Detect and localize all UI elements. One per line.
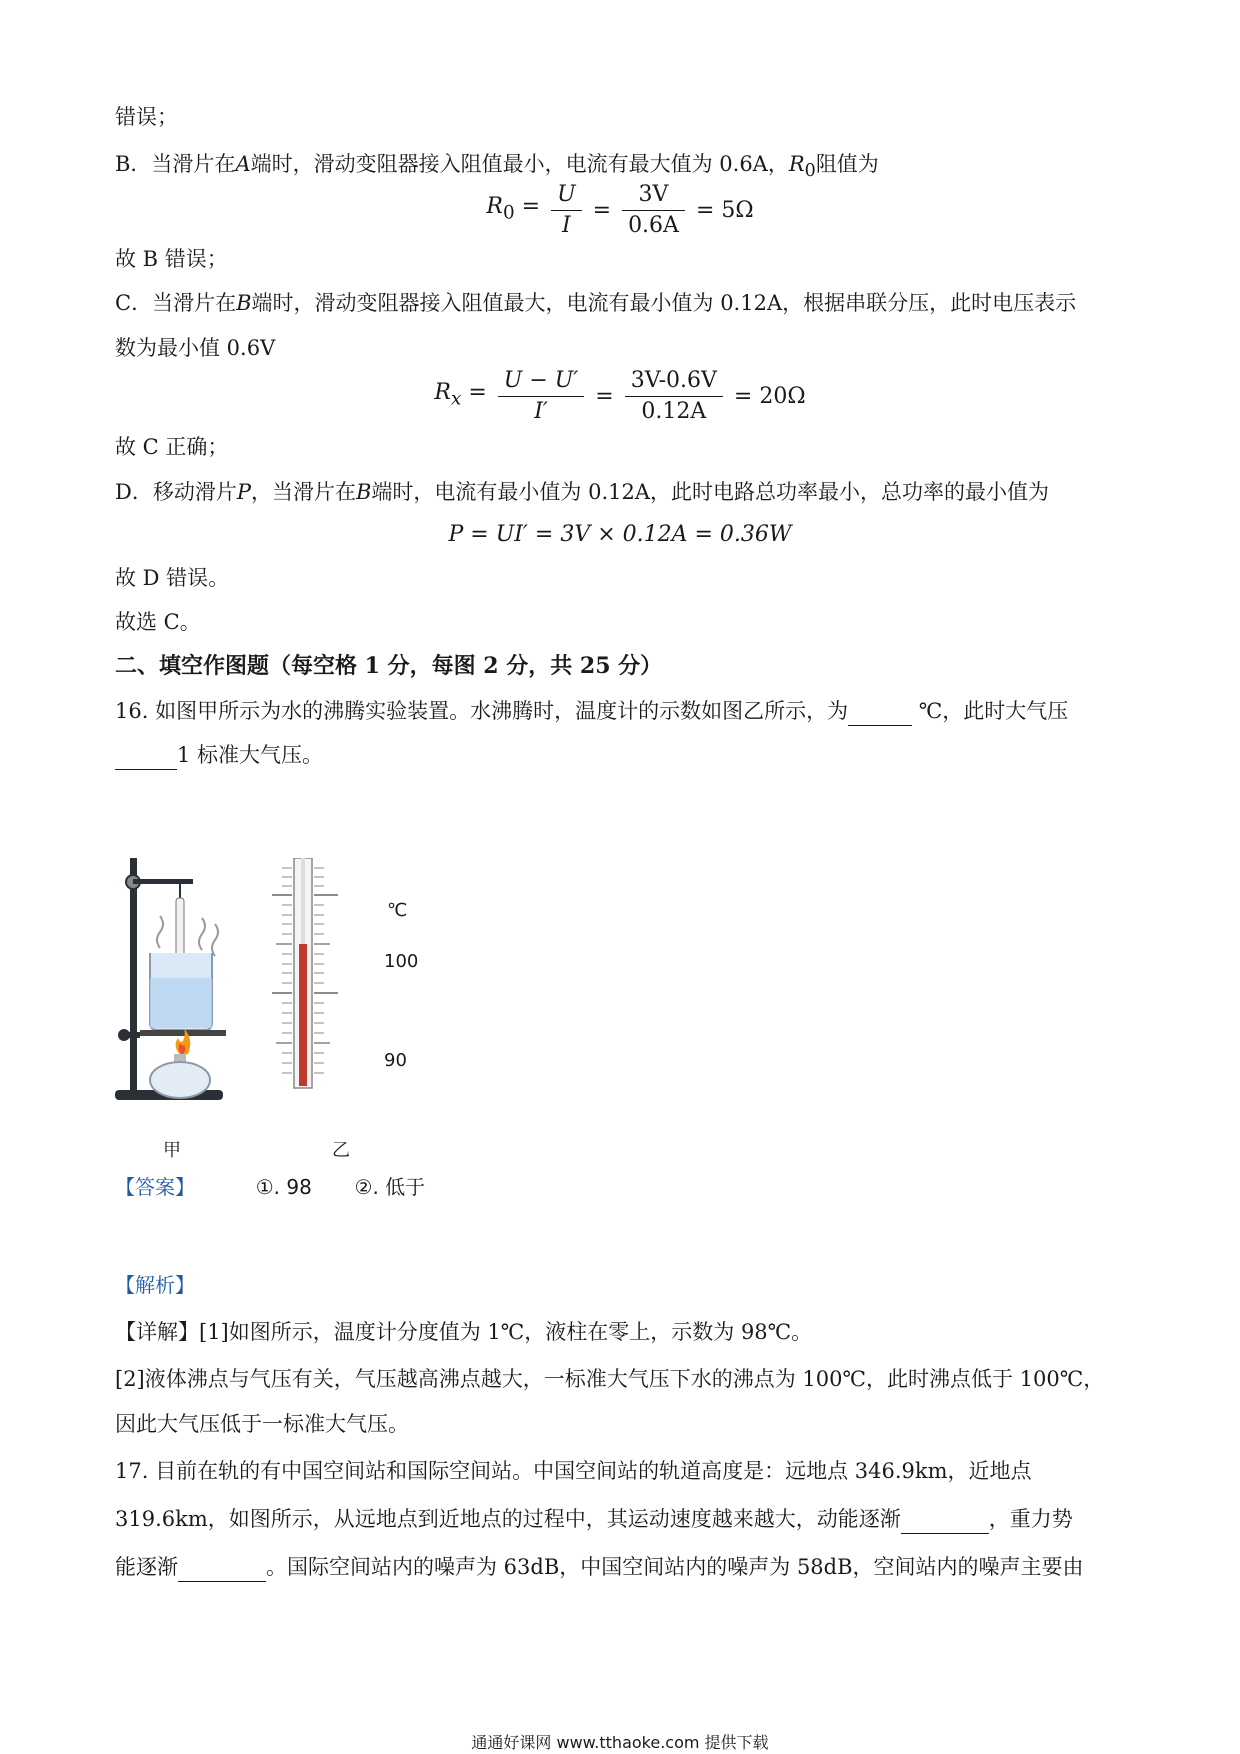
power-equation: P = UI′ = 3V × 0.12A = 0.36W	[448, 522, 792, 547]
result: = 5Ω	[695, 197, 754, 223]
equation-r0: $R_0$ = $\frac{U}{I}$ = $\frac{3V}{0.6A}$ = 5Ω	[0, 180, 1240, 241]
answer-blank	[115, 747, 177, 770]
text: 错误；	[115, 105, 178, 129]
apparatus-illustration	[115, 858, 226, 1100]
text: 端时，滑动变阻器接入阻值最小，电流有最大值为 0.6A，	[250, 152, 789, 176]
text: 阻值为	[815, 152, 879, 176]
detail-line-2	[115, 1364, 1104, 1394]
text-line	[115, 563, 229, 593]
figure-label-jia: 甲	[163, 1140, 181, 1161]
answer-1: ①. 98	[255, 1175, 312, 1199]
text-line	[115, 432, 228, 462]
text: ，当滑片在	[250, 480, 356, 504]
answer-blank	[178, 1559, 266, 1582]
answer-blank	[848, 703, 912, 726]
text-line	[115, 333, 275, 363]
figure-label-yi: 乙	[332, 1140, 350, 1161]
text: 16. 如图甲所示为水的沸腾实验装置。水沸腾时，温度计的示数如图乙所示，为	[115, 699, 849, 723]
text-line	[115, 607, 201, 637]
tick-label-100: 100	[384, 951, 419, 972]
var-b: B	[236, 291, 252, 315]
answer-line	[115, 1172, 425, 1202]
page-footer: 通通好课网 www.tthaoke.com 提供下载	[471, 1733, 769, 1752]
text: D．移动滑片	[115, 480, 237, 504]
text-line	[115, 244, 228, 274]
fraction-values: $\frac{3V-0.6V}{0.12A}$	[625, 366, 723, 427]
analysis-tag: 【解析】	[115, 1273, 195, 1297]
text: 端时，滑动变阻器接入阻值最大，电流有最小值为 0.12A，根据串联分压，此时电压表示	[251, 291, 1077, 315]
question-17-line3	[115, 1552, 1084, 1582]
text: 1 标准大气压。	[177, 743, 324, 767]
text: [1]如图所示，温度计分度值为 1℃，液柱在零上，示数为 98℃。	[199, 1320, 813, 1344]
text: 319.6km，如图所示，从远地点到近地点的过程中，其运动速度越来越大，动能逐渐	[115, 1507, 901, 1531]
subscript: 0	[804, 161, 816, 182]
option-d-line	[115, 477, 1049, 507]
subscript: x	[451, 388, 462, 410]
text: C．当滑片在	[115, 291, 237, 315]
thermometer-unit: ℃	[387, 900, 408, 921]
text: 端时，电流有最小值为 0.12A，此时电路总功率最小，总功率的最小值为	[371, 480, 1050, 504]
detail-tag: 【详解】	[115, 1320, 199, 1344]
boiling-experiment-figure	[100, 858, 440, 1118]
text: ℃，此时大气压	[918, 699, 1069, 723]
text: [2]液体沸点与气压有关，气压越高沸点越大，一标准大气压下水的沸点为 100℃，此时沸点低于 100℃，	[115, 1367, 1105, 1391]
var-p: P	[236, 480, 251, 504]
var-a: A	[235, 152, 251, 176]
tick-label-90: 90	[384, 1050, 407, 1071]
equation-power	[0, 520, 1240, 550]
heading-text: 二、填空作图题（每空格 1 分，每图 2 分，共 25 分）	[115, 653, 663, 679]
answer-blank	[901, 1511, 989, 1534]
question-17-line2	[115, 1504, 1073, 1534]
text: B．当滑片在	[115, 152, 236, 176]
var-r: R	[486, 194, 503, 220]
text: 因此大气压低于一标准大气压。	[115, 1412, 409, 1436]
text: ，重力势	[988, 1507, 1073, 1531]
fraction-values: $\frac{3V}{0.6A}$	[622, 180, 685, 241]
var-b: B	[355, 480, 372, 504]
option-c-line	[115, 288, 1076, 318]
analysis-line	[115, 1270, 195, 1300]
question-17-line1	[115, 1456, 1032, 1486]
fraction-symbolic: $\frac{U - U'}{I'}$	[498, 366, 585, 427]
answer-2: ②. 低于	[354, 1175, 426, 1199]
subscript: 0	[502, 202, 515, 224]
text: 17. 目前在轨的有中国空间站和国际空间站。中国空间站的轨道高度是：远地点 346.9km，近地点	[115, 1459, 1032, 1483]
equation-rx: $R_x$ = $\frac{U - U'}{I'}$ = $\frac{3V-0.6V}{0.12A}$ = 20Ω	[0, 366, 1240, 427]
text: 故 C 正确；	[115, 435, 229, 459]
text: 。国际空间站内的噪声为 63dB，中国空间站内的噪声为 58dB，空间站内的噪声主要由	[266, 1555, 1084, 1579]
question-16-line2	[115, 740, 323, 770]
text: 故选 C。	[115, 610, 201, 634]
var-r: R	[434, 380, 451, 406]
detail-line-1	[115, 1317, 812, 1347]
text: 故 B 错误；	[115, 247, 228, 271]
thermometer-scale	[272, 858, 338, 1088]
text: 故 D 错误。	[115, 566, 230, 590]
result: = 20Ω	[733, 383, 806, 409]
section-heading	[115, 651, 662, 681]
answer-tag: 【答案】	[115, 1175, 195, 1199]
text: 能逐渐	[115, 1555, 178, 1579]
text: 数为最小值 0.6V	[115, 336, 276, 360]
fraction-ui: $\frac{U}{I}$	[551, 180, 582, 241]
text-line	[115, 102, 178, 132]
question-16-line1	[115, 696, 1068, 726]
detail-line-3	[115, 1409, 409, 1439]
var-r: R	[788, 152, 805, 176]
